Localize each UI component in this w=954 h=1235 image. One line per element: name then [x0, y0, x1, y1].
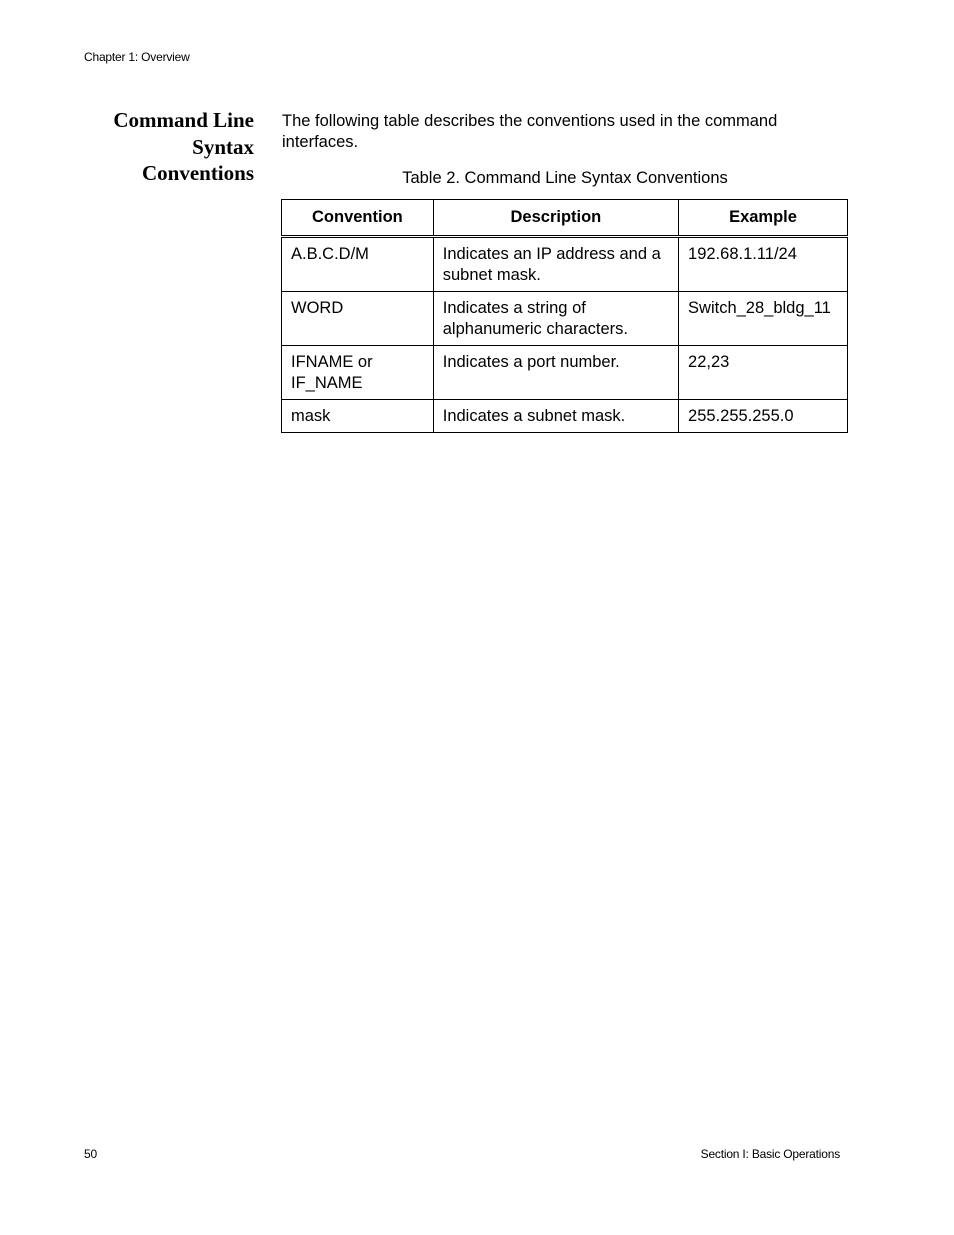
cell-example: Switch_28_bldg_11: [679, 292, 848, 346]
section-heading: [60, 107, 254, 187]
table-row: [282, 292, 848, 346]
cell-description: Indicates an IP address and a subnet mask.: [433, 237, 678, 292]
cell-description: Indicates a port number.: [433, 346, 678, 400]
cell-description: Indicates a string of alphanumeric characters.: [433, 292, 678, 346]
cell-example: 22,23: [679, 346, 848, 400]
cell-convention: WORD: [282, 292, 434, 346]
column-header-example: Example: [679, 200, 848, 237]
cell-convention: mask: [282, 400, 434, 433]
column-header-description: Description: [433, 200, 678, 237]
cell-convention: A.B.C.D/M: [282, 237, 434, 292]
table-header-row: [282, 200, 848, 237]
cell-example: 255.255.255.0: [679, 400, 848, 433]
page-number: 50: [84, 1147, 97, 1161]
column-header-convention: Convention: [282, 200, 434, 237]
cell-convention: IFNAME or IF_NAME: [282, 346, 434, 400]
table-caption: Table 2. Command Line Syntax Conventions: [402, 169, 728, 187]
running-footer-section: Section I: Basic Operations: [700, 1147, 840, 1161]
running-header: Chapter 1: Overview: [84, 50, 190, 64]
section-heading-line: Syntax: [192, 134, 254, 159]
table-row: [282, 346, 848, 400]
cell-example: 192.68.1.11/24: [679, 237, 848, 292]
section-heading-line: Command Line: [113, 108, 254, 132]
section-heading-line: Conventions: [141, 161, 254, 185]
table-row: [282, 237, 848, 292]
intro-paragraph: The following table describes the conventions used in the command interfaces.: [282, 112, 778, 151]
conventions-table: [281, 199, 848, 433]
cell-description: Indicates a subnet mask.: [433, 400, 678, 433]
table-row: [282, 400, 848, 433]
